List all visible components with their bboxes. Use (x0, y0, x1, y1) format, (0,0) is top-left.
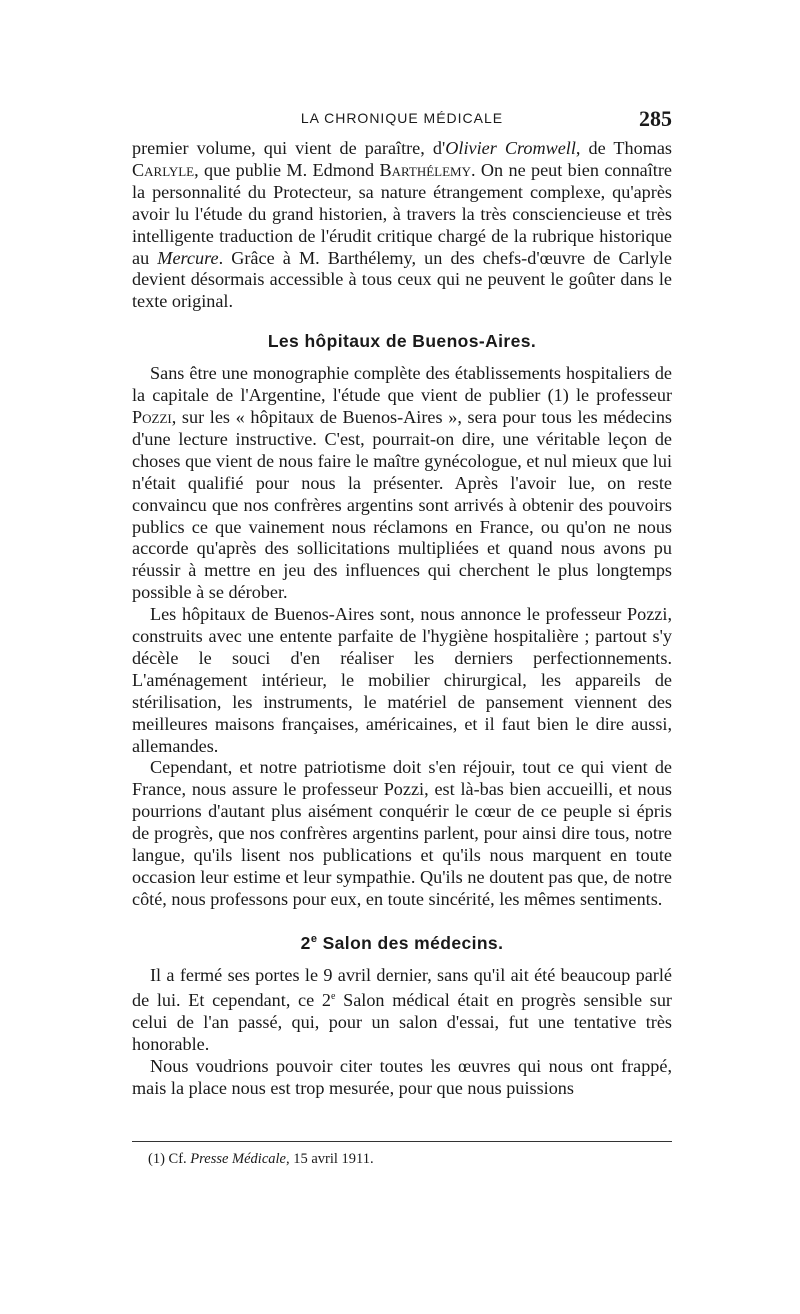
book-title: Olivier Cromwell (445, 138, 576, 158)
paragraph-salon-1: Il a fermé ses portes le 9 avril dernier, sans qu'il ait été beaucoup parlé de lui. Et cependant, ce 2e Salon médical était en progrès sensible sur celui de l'an passé, qui, pour un salon d'essai, fut une tentative très honorable. (132, 964, 672, 1055)
body-text (132, 138, 672, 1100)
page-number: 285 (639, 106, 672, 131)
footnote: (1) Cf. Presse Médicale, 15 avril 1911. (148, 1151, 374, 1167)
person-name: Pozzi (132, 406, 172, 427)
paragraph-salon-2: Nous voudrions pouvoir citer toutes les œuvres qui nous ont frappé, mais la place nous est trop mesurée, pour que nous puissions (132, 1056, 672, 1099)
intro-paragraph: premier volume, qui vient de paraître, d'Olivier Cromwell, de Thomas Carlyle, que publie M. Edmond Barthélemy. On ne peut bien connaître la personnalité du Protecteur, sa nature étrangement complexe, qu'après avoir lu l'étude du grand historien, à travers la très consciencieuse et très intelligente traduction de l'érudit critique chargé de la rubrique historique au Mercure. Grâce à M. Barthélemy, un des chefs-d'œuvre de Carlyle devient désormais accessible à tous ceux qui ne peuvent le goûter dans le texte original. (132, 138, 673, 312)
section-heading-salon: 2e Salon des médecins. (300, 932, 504, 953)
journal-name: Mercure (157, 247, 219, 268)
running-head (132, 106, 672, 136)
running-title: LA CHRONIQUE MÉDICALE (300, 110, 504, 126)
footnote-source: Presse Médicale (190, 1151, 286, 1167)
translator-name: Barthélemy (379, 159, 471, 180)
footnote-divider (132, 1141, 672, 1142)
paragraph-hopitaux-3: Cependant, et notre patriotisme doit s'en réjouir, tout ce qui vient de France, nous assure le professeur Pozzi, est là-bas bien accueilli, et nous pourrions d'autant plus aisément conquérir le cœur de ce peuple si épris de progrès, que nos confrères argentins parlent, pour ainsi dire tous, notre langue, qu'ils lisent nos publications et qu'ils nous marquent en toute occasion leur estime et leur sympathie. Qu'ils ne doutent pas que, de notre côté, nous professons pour eux, en toute sincérité, les mêmes sentiments. (132, 757, 672, 909)
paragraph-hopitaux-2: Les hôpitaux de Buenos-Aires sont, nous annonce le professeur Pozzi, construits avec une entente parfaite de l'hygiène hospitalière ; partout s'y décèle le souci d'en réaliser les derniers perfectionnements. L'aménagement intérieur, le mobilier chirurgical, les appareils de stérilisation, les instruments, le matériel de pansement viennent des meilleures maisons françaises, américaines, et il faut bien le dire aussi, allemandes. (132, 604, 672, 756)
paragraph-hopitaux-1: Sans être une monographie complète des établissements hospitaliers de la capitale de l'Argentine, l'étude que vient de publier (1) le professeur Pozzi, sur les « hôpitaux de Buenos-Aires », sera pour tous les médecins d'une lecture instructive. C'est, pourrait-on dire, une véritable leçon de choses que vient de nous faire le maître gynécologue, et nul mieux que lui n'était qualifié pour nous la présenter. Après l'avoir lue, on reste convaincu que nos confrères argentins sont arrivés à obtenir des pouvoirs publics ce que vainement nous réclamons en France, ou qu'on ne nous accorde qu'après des sollicitations multipliées et quand nous avons pu réussir à mettre en jeu des influences qui cherchent le plus longtemps possible à se dérober. (132, 363, 672, 603)
author-name: Carlyle (132, 159, 195, 180)
section-heading-hopitaux: Les hôpitaux de Buenos-Aires. (267, 331, 537, 352)
